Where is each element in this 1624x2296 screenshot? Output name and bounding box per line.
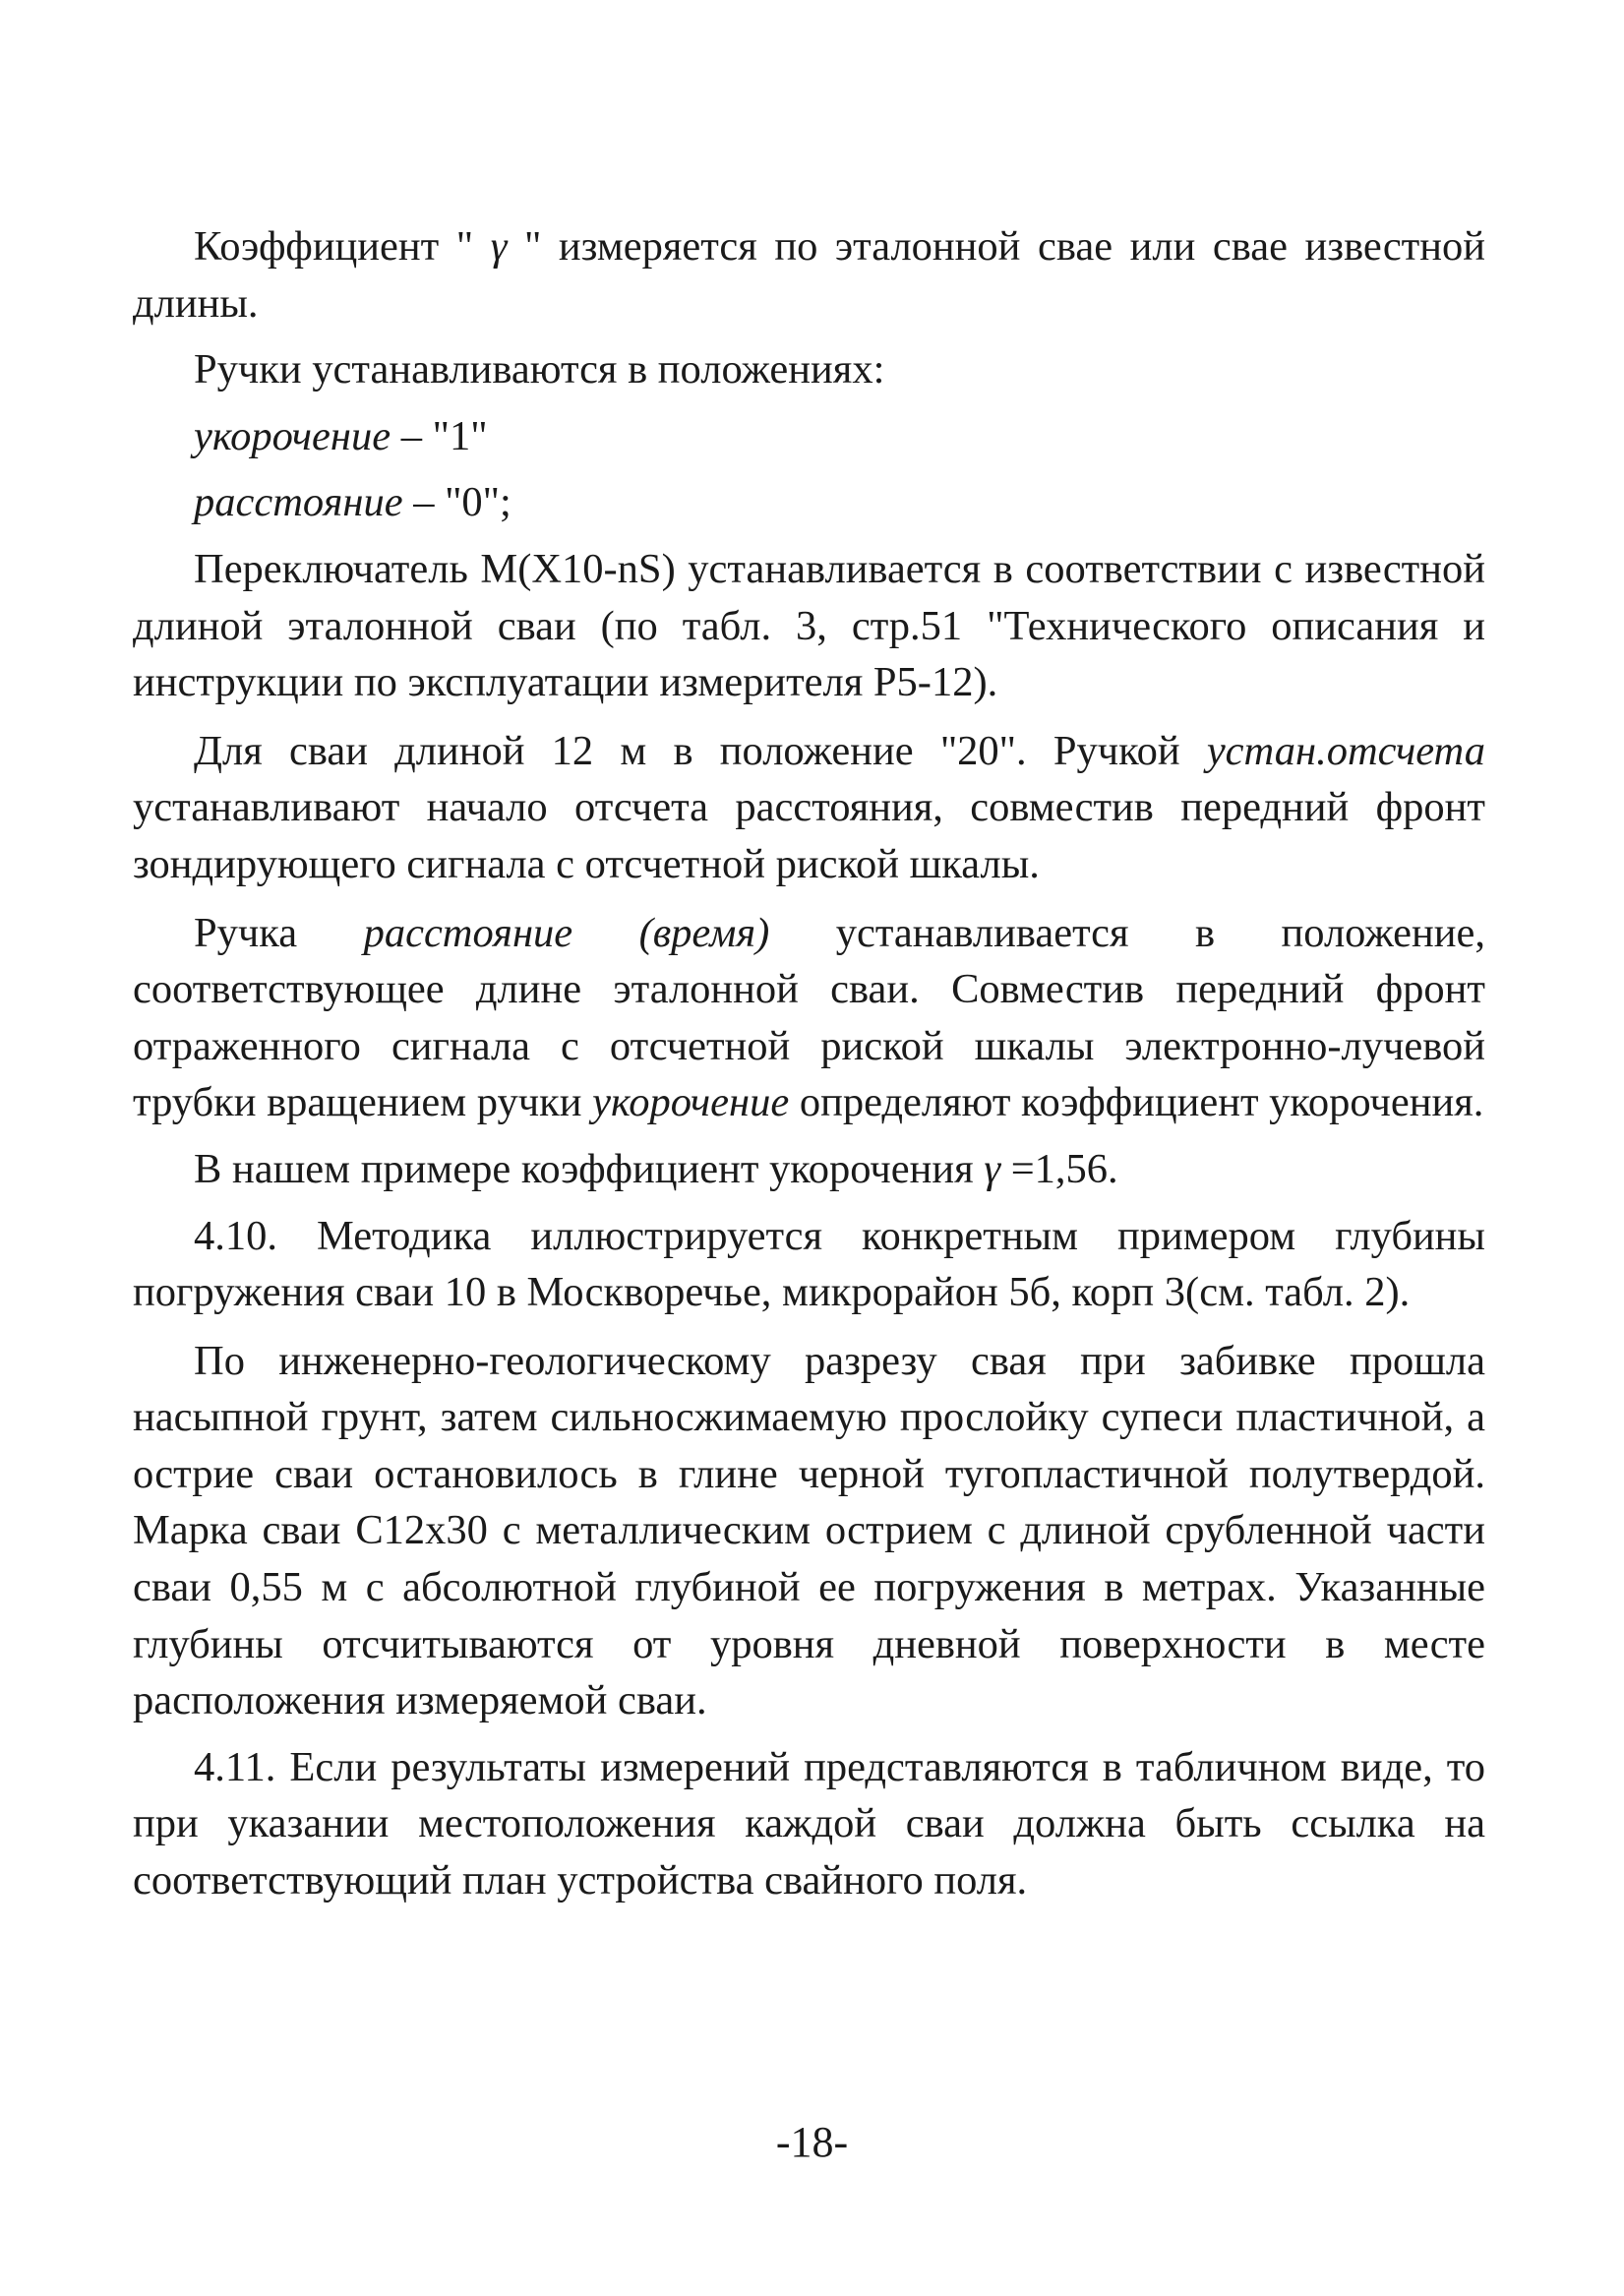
paragraph-pile-length (133, 723, 1485, 893)
page-number: -18- (775, 2118, 849, 2166)
paragraph-text: =1,56. (1000, 1145, 1118, 1192)
setting-value: – "0"; (402, 479, 511, 526)
setting-value: – "1" (391, 412, 488, 459)
paragraph-text: Коэффициент " (194, 223, 491, 270)
document-body (133, 218, 1485, 1909)
paragraph-section-4-10: 4.10. Методика иллюстрируется конкретным примером глубины погружения сваи 10 в Москворечье, микрорайон 5б, корп 3(см. табл. 2). (133, 1212, 1485, 1316)
paragraph-switch: Переключатель M(X10-nS) устанавливается в соответствии с известной длиной эталонной сваи (по табл. 3, стр.51 "Технического описания и инструкции по эксплуатации измерителя Р5-12). (133, 545, 1485, 706)
term-distance: расстояние (194, 479, 403, 526)
paragraph-text: Для сваи длиной 12 м в положение "20". Ручкой (194, 727, 1207, 774)
paragraph-text: " измеряется по эталонной свае или свае известной длины. (133, 223, 1485, 327)
term-distance-time: расстояние (время) (363, 909, 770, 956)
paragraph-coefficient-gamma (133, 218, 1485, 332)
paragraph-distance-setting (133, 474, 1485, 531)
term-shortening: укорочение (194, 412, 391, 459)
paragraph-example-coefficient (133, 1141, 1485, 1198)
paragraph-shortening-setting (133, 408, 1485, 465)
paragraph-knobs-positions: Ручки устанавливаются в положениях: (194, 346, 885, 393)
term-reference-setting: устан.отсчета (1206, 727, 1485, 774)
paragraph-geology: По инженерно-геологическому разрезу свая при забивке прошла насыпной грунт, затем сильносжимаемую прослойку супеси пластичной, а острие сваи остановилось в глине черной тугопластичной полутвердой. Марка сваи С12х30 с металлическим острием с длиной срубленной части сваи 0,55 м с абсолютной глубиной ее погружения в метрах. Указанные глубины отсчитываются от уровня дневной поверхности в месте расположения измеряемой сваи. (133, 1337, 1485, 1724)
paragraph-text: Ручка (194, 909, 364, 956)
paragraph-distance-knob (133, 905, 1485, 1131)
paragraph-text: устанавливают начало отсчета расстояния, совместив передний фронт зондирующего сигнала с отсчетной риской шкалы. (133, 784, 1485, 887)
paragraph-section-4-11: 4.11. Если результаты измерений представляются в табличном виде, то при указании местоположения каждой сваи должна быть ссылка на соответствующий план устройства свайного поля. (133, 1743, 1485, 1904)
gamma-symbol: γ (490, 223, 508, 270)
paragraph-text: устанавливается в положение, соответствующее длине эталонной сваи. Совместив передний фронт отраженного сигнала с отсчетной риской шкалы электронно-лучевой трубки вращением ручки (133, 909, 1485, 1126)
term-shortening: укорочение (592, 1079, 790, 1126)
paragraph-text: определяют коэффициент укорочения. (789, 1079, 1484, 1126)
paragraph-text: В нашем примере коэффициент укорочения (194, 1145, 985, 1192)
gamma-symbol: γ (984, 1145, 1001, 1192)
